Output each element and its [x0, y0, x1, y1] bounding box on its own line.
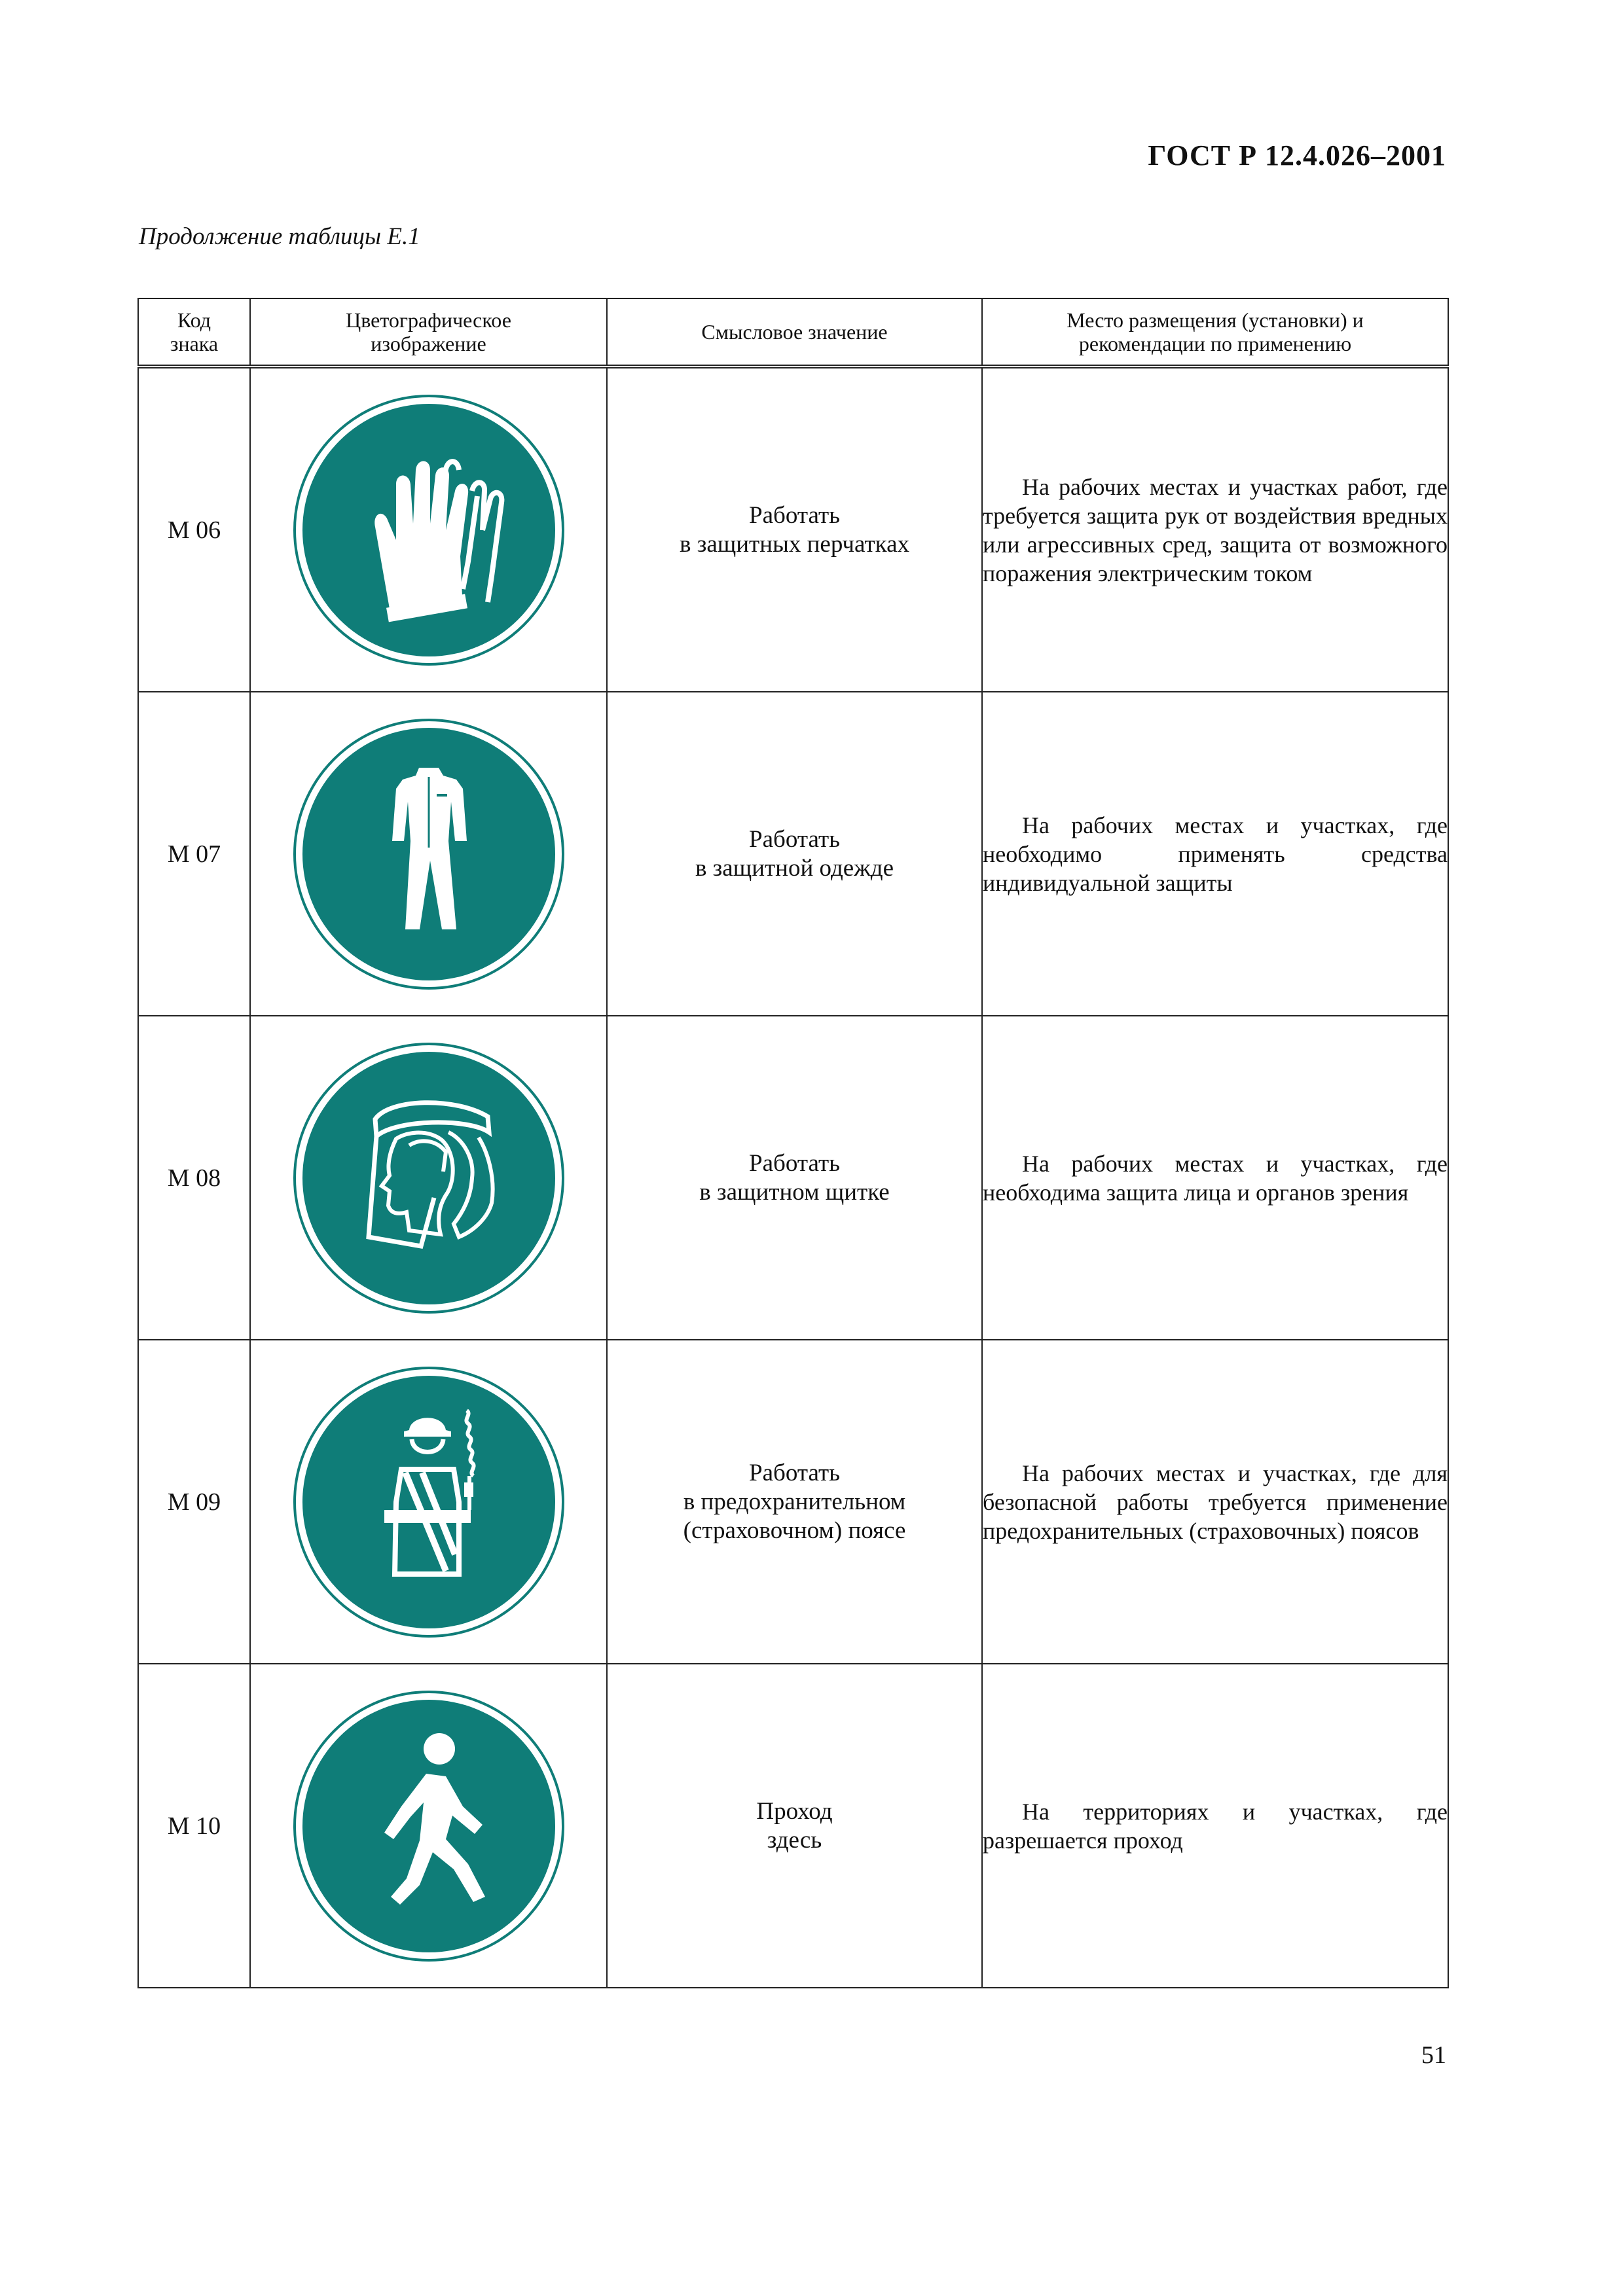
sign-meaning — [607, 367, 982, 692]
sign-meaning-line-2: в защитной одежде — [695, 854, 894, 882]
column-header-meaning — [607, 298, 982, 367]
sign-code: М 10 — [138, 1664, 250, 1988]
column-header-code-line-2: знака — [170, 332, 219, 355]
table-header-row — [138, 298, 1448, 367]
sign-meaning — [607, 1016, 982, 1340]
table-row — [138, 367, 1448, 692]
column-header-image — [250, 298, 607, 367]
pedestrian-icon — [291, 1689, 566, 1964]
sign-meaning-line-2: в защитных перчатках — [679, 530, 909, 558]
sign-meaning — [607, 1664, 982, 1988]
sign-meaning-line-1: Работать — [749, 1149, 840, 1177]
sign-meaning-line-1: Работать — [749, 501, 840, 529]
safety-signs-table — [137, 298, 1449, 1988]
sign-placement-text: На рабочих местах и участках работ, где требуется защита рук от воздействия вредных или агрессивных сред, защита от возможного поражения электрическим током — [983, 473, 1448, 586]
sign-placement-text: На рабочих местах и участках, где необходима защита лица и органов зрения — [983, 1150, 1448, 1206]
sign-code: М 09 — [138, 1340, 250, 1664]
sign-placement — [982, 1016, 1448, 1340]
column-header-code-line-1: Код — [177, 308, 211, 332]
sign-meaning-line-1: Работать — [749, 1459, 840, 1486]
column-header-placement-line-2: рекомендации по применению — [1078, 332, 1352, 355]
sign-meaning-line-2: в предохранительном — [683, 1488, 906, 1515]
sign-meaning-line-1: Работать — [749, 825, 840, 853]
sign-meaning — [607, 692, 982, 1016]
sign-placement — [982, 1340, 1448, 1664]
table-caption: Продолжение таблицы Е.1 — [139, 223, 420, 250]
sign-code: М 08 — [138, 1016, 250, 1340]
sign-meaning-line-1: Проход — [756, 1797, 833, 1825]
sign-code: М 07 — [138, 692, 250, 1016]
sign-placement — [982, 1664, 1448, 1988]
safety-harness-icon — [291, 1365, 566, 1640]
column-header-image-line-1: Цветографическое — [346, 308, 511, 332]
sign-placement-text: На рабочих местах и участках, где необходимо применять средства индивидуальной защиты — [983, 812, 1448, 896]
protective-clothing-icon — [291, 717, 566, 992]
sign-placement-text: На рабочих местах и участках, где для безопасной работы требуется применение предохранительных (страховочных) поясов — [983, 1460, 1448, 1544]
sign-meaning-line-2: здесь — [767, 1826, 822, 1854]
sign-meaning-line-3: (страховочном) поясе — [683, 1516, 906, 1544]
sign-placement — [982, 692, 1448, 1016]
column-header-code — [138, 298, 250, 367]
sign-placement — [982, 367, 1448, 692]
table-row — [138, 1340, 1448, 1664]
sign-code: М 06 — [138, 367, 250, 692]
sign-image — [250, 1664, 607, 1988]
face-shield-icon — [291, 1041, 566, 1316]
sign-meaning-line-2: в защитном щитке — [699, 1178, 890, 1206]
sign-image — [250, 692, 607, 1016]
column-header-image-line-2: изображение — [371, 332, 486, 355]
sign-image — [250, 1016, 607, 1340]
gloves-icon — [291, 393, 566, 668]
document-standard-number: ГОСТ Р 12.4.026–2001 — [1148, 139, 1446, 171]
column-header-placement — [982, 298, 1448, 367]
page-number: 51 — [1421, 2041, 1446, 2069]
sign-meaning — [607, 1340, 982, 1664]
sign-image — [250, 1340, 607, 1664]
column-header-placement-line-1: Место размещения (установки) и — [1067, 308, 1364, 332]
table-row — [138, 692, 1448, 1016]
column-header-meaning-line-1: Смысловое значение — [701, 320, 888, 344]
sign-placement-text: На территориях и участках, где разрешается проход — [983, 1798, 1448, 1854]
sign-image — [250, 367, 607, 692]
table-row — [138, 1664, 1448, 1988]
table-row — [138, 1016, 1448, 1340]
